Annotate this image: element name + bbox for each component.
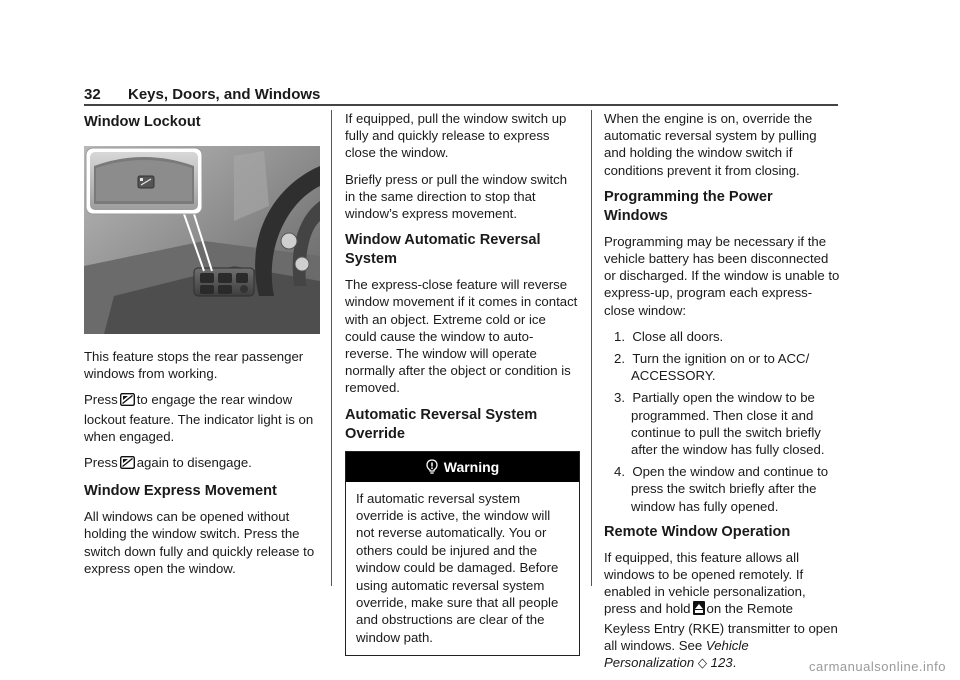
window-lockout-icon xyxy=(120,456,135,473)
warning-header xyxy=(346,452,579,482)
override-paragraph-1: When the engine is on, override the automatic reversal system by pulling and holding the window switch if conditions prevent it from closing. xyxy=(604,111,817,178)
heading-reversal-override: Automatic Reversal System Override xyxy=(345,406,538,442)
list-item: 2. Turn the ignition on or to ACC/ ACCESSORY. xyxy=(614,351,810,384)
watermark: carmanualsonline.info xyxy=(809,659,946,674)
list-item: 4. Open the window and continue to press the switch briefly after the window has fully opened. xyxy=(614,464,829,514)
heading-window-lockout: Window Lockout xyxy=(84,114,201,130)
warning-title: Warning xyxy=(443,458,500,475)
column-divider xyxy=(591,110,592,586)
lockout-paragraph-1: This feature stops the rear passenger windows from working. xyxy=(84,349,304,382)
lockout-paragraph-2: Press to engage the rear window lockout feature. The indicator light is on when engaged. xyxy=(84,392,314,444)
list-item: 3. Partially open the window to be programmed. Then close it and continue to pull the switch briefly after the window has fully closed. xyxy=(614,390,825,458)
page-number: 32 xyxy=(84,86,101,103)
page-ref-arrow-icon: ◇ xyxy=(697,655,707,671)
heading-window-automatic-reversal: Window Automatic Reversal System xyxy=(345,232,541,268)
window-lockout-figure xyxy=(84,146,320,334)
heading-remote-window-operation: Remote Window Operation xyxy=(604,523,791,540)
programming-paragraph-1: Programming may be necessary if the vehicle battery has been disconnected or discharged. If the window is unable to express-up, program each express-close window: xyxy=(604,233,840,318)
door-switch-illustration xyxy=(84,146,320,334)
list-item: 1. Close all doors. xyxy=(614,328,724,344)
vehicle-personalization-ref[interactable]: Vehicle Personalization xyxy=(604,637,749,671)
column-2 xyxy=(345,110,580,656)
heading-programming-power-windows: Programming the Power Windows xyxy=(604,188,773,224)
warning-box xyxy=(345,451,580,657)
page-ref[interactable]: 123 xyxy=(710,655,733,671)
section-title: Keys, Doors, and Windows xyxy=(128,86,321,103)
warning-text: If automatic reversal system override is active, the window will not reverse automatically. You or others could be injured and the window could be damaged. Before using automatic reversal system override, make sure that all people and obstructions are clear of the window path. xyxy=(356,490,559,645)
lockout-paragraph-3: Press again to disengage. xyxy=(84,454,320,473)
window-lockout-icon xyxy=(120,393,135,410)
express-paragraph-2: If equipped, pull the window switch up fully and quickly release to express close the window. xyxy=(345,111,567,161)
remote-paragraph-1: If equipped, this feature allows all windows to be opened remotely. If enabled in vehicle personalization, press and hold on the Remote Keyless Entry (RKE) transmitter to open all windows. See Vehicle Personalization ◇ 123. xyxy=(604,549,838,671)
key-fob-window-icon xyxy=(693,601,705,619)
column-1 xyxy=(84,110,320,586)
column-3 xyxy=(604,110,840,680)
express-paragraph-1: All windows can be opened without holding the window switch. Press the switch down fully and quickly release to express open the window. xyxy=(84,509,315,576)
column-divider xyxy=(331,110,332,586)
warning-icon xyxy=(426,455,438,485)
express-paragraph-3: Briefly press or pull the window switch in the same direction to stop that window’s express movement. xyxy=(345,171,568,222)
heading-window-express-movement: Window Express Movement xyxy=(84,483,277,500)
page-header xyxy=(84,86,838,106)
programming-steps xyxy=(604,328,840,515)
header-rule xyxy=(84,104,838,106)
reversal-paragraph-1: The express-close feature will reverse window movement if it comes in contact with an object. Extreme cold or ice could cause the window to auto-reverse. The window will operate normally after the object or condition is removed. xyxy=(345,277,578,396)
